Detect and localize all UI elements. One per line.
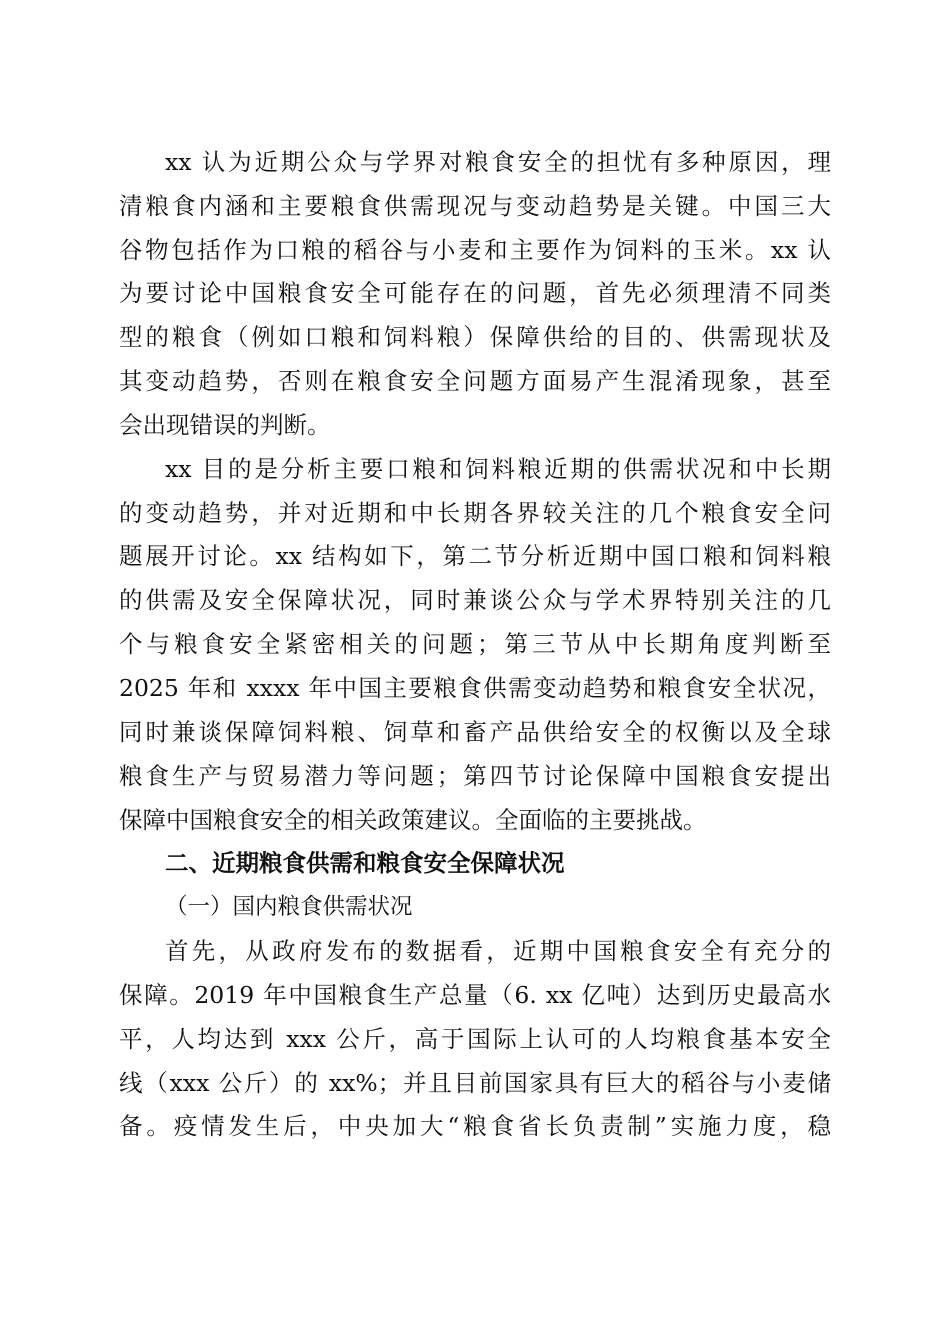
section-heading: 二、近期粮食供需和粮食安全保障状况 bbox=[165, 849, 565, 877]
paragraph-line: 保障中国粮食安全的相关政策建议。全面临的主要挑战。 bbox=[119, 806, 707, 834]
paragraph-line: 2025 年和 xxxx 年中国主要粮食供需变动趋势和粮食安全状况， bbox=[119, 674, 831, 702]
subsection-heading: （一）国内粮食供需状况 bbox=[165, 894, 413, 920]
paragraph-line: 首先，从政府发布的数据看，近期中国粮食安全有充分的 bbox=[165, 937, 831, 965]
paragraph-line: 题展开讨论。xx 结构如下，第二节分析近期中国口粮和饲料粮 bbox=[119, 542, 831, 570]
paragraph-line: 会出现错误的判断。 bbox=[119, 411, 331, 439]
paragraph-line: 的变动趋势，并对近期和中长期各界较关注的几个粮食安全问 bbox=[119, 499, 831, 527]
paragraph-line: 备。疫情发生后，中央加大“粮食省长负责制”实施力度，稳 bbox=[119, 1112, 831, 1140]
paragraph-line: 粮食生产与贸易潜力等问题；第四节讨论保障中国粮食安提出 bbox=[119, 762, 831, 790]
paragraph-line: 同时兼谈保障饲料粮、饲草和畜产品供给安全的权衡以及全球 bbox=[119, 718, 831, 746]
paragraph-line: 个与粮食安全紧密相关的问题；第三节从中长期角度判断至 bbox=[119, 630, 831, 658]
paragraph-line: 其变动趋势，否则在粮食安全问题方面易产生混淆现象，甚至 bbox=[119, 367, 831, 395]
paragraph-line: 的供需及安全保障状况，同时兼谈公众与学术界特别关注的几 bbox=[119, 586, 831, 614]
paragraph-line: 线（xxx 公斤）的 xx%；并且目前国家具有巨大的稻谷与小麦储 bbox=[119, 1069, 831, 1097]
paragraph-line: xx 目的是分析主要口粮和饲料粮近期的供需状况和中长期 bbox=[165, 455, 831, 483]
paragraph-line: 保障。2019 年中国粮食生产总量（6. xx 亿吨）达到历史最高水 bbox=[119, 981, 831, 1009]
paragraph-line: 谷物包括作为口粮的稻谷与小麦和主要作为饲料的玉米。xx 认 bbox=[119, 236, 831, 264]
paragraph-line: 平，人均达到 xxx 公斤，高于国际上认可的人均粮食基本安全 bbox=[119, 1025, 831, 1053]
paragraph-line: 为要讨论中国粮食安全可能存在的问题，首先必须理清不同类 bbox=[119, 279, 831, 307]
paragraph-line: 型的粮食（例如口粮和饲料粮）保障供给的目的、供需现状及 bbox=[119, 323, 831, 351]
paragraph-line: 清粮食内涵和主要粮食供需现况与变动趋势是关键。中国三大 bbox=[119, 192, 831, 220]
paragraph-line: xx 认为近期公众与学界对粮食安全的担忧有多种原因，理 bbox=[165, 148, 831, 176]
